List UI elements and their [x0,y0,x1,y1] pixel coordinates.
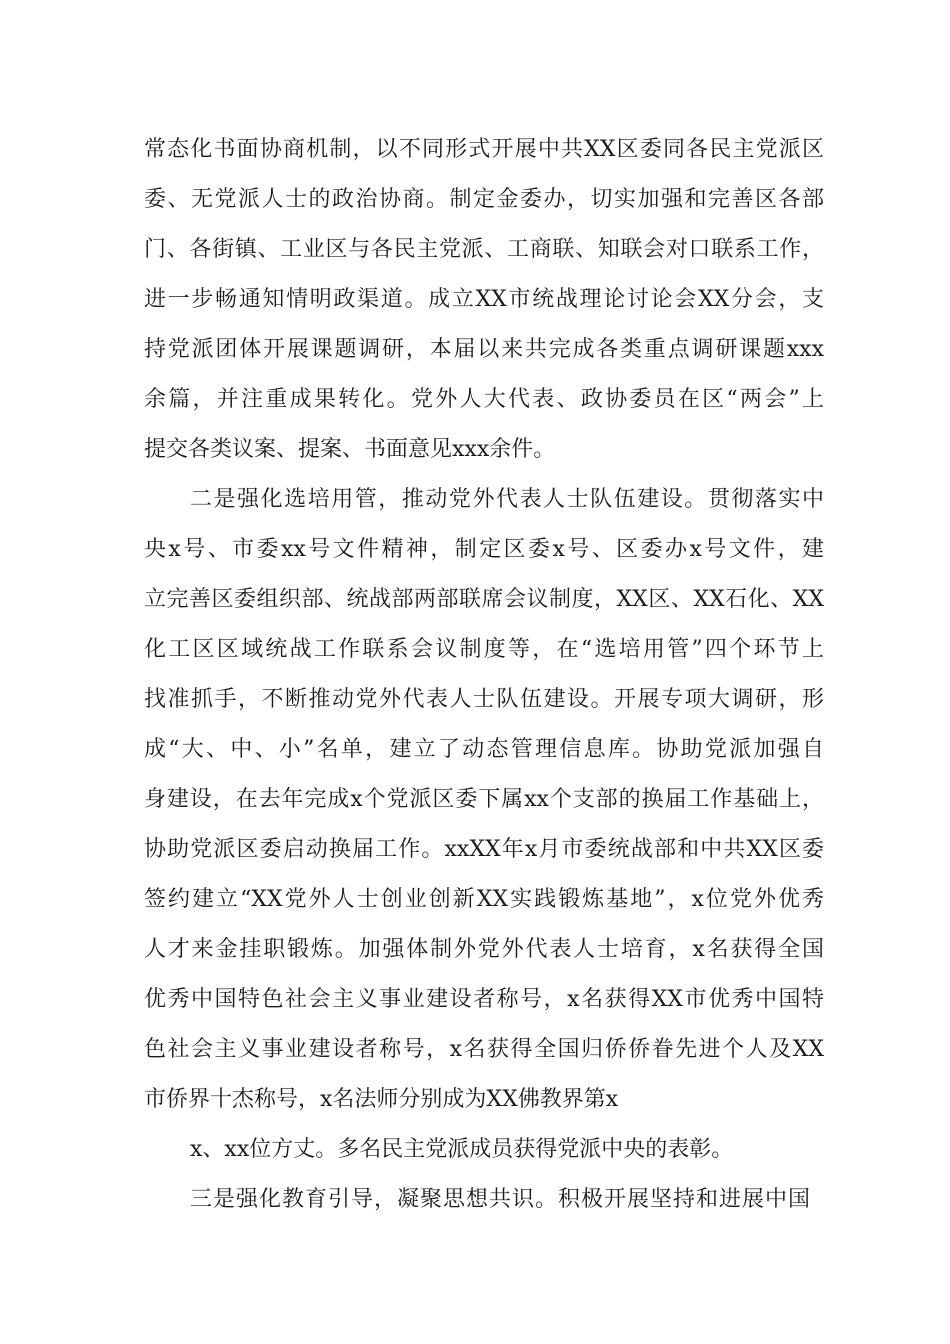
text-line: 委、无党派人士的政治协商。制定金委办，切实加强和完善区各部 [144,187,824,212]
text-line: 协助党派区委启动换届工作。xxXX年x月市委统战部和中共XX区委 [144,837,824,862]
text-line: 身建设，在去年完成x个党派区委下属xx个支部的换届工作基础上， [144,787,824,812]
text-line: 市侨界十杰称号，x名法师分别成为XX佛教界第x [144,1087,619,1112]
text-line: 签约建立“XX党外人士创业创新XX实践锻炼基地”，x位党外优秀 [144,887,824,912]
text-line: 人才来金挂职锻炼。加强体制外党外代表人士培育，x名获得全国 [144,937,824,962]
text-line: 色社会主义事业建设者称号，x名获得全国归侨侨眷先进个人及XX [144,1037,824,1062]
text-line: 持党派团体开展课题调研，本届以来共完成各类重点调研课题xxx [144,337,824,362]
text-line: 找准抓手，不断推动党外代表人士队伍建设。开展专项大调研，形 [144,687,824,712]
text-line: 门、各街镇、工业区与各民主党派、工商联、知联会对口联系工作， [144,237,824,262]
text-line: 化工区区域统战工作联系会议制度等，在“选培用管”四个环节上 [144,637,824,662]
text-line: 成“大、中、小”名单，建立了动态管理信息库。协助党派加强自 [144,737,824,762]
text-line: 余篇，并注重成果转化。党外人大代表、政协委员在区“两会”上 [144,387,824,412]
text-line: 央x号、市委xx号文件精神，制定区委x号、区委办x号文件，建 [144,537,824,562]
paragraph-start-line: 二是强化选培用管，推动党外代表人士队伍建设。贯彻落实中 [190,487,824,512]
paragraph-start-line: x、xx位方丈。多名民主党派成员获得党派中央的表彰。 [190,1137,734,1162]
text-line: 进一步畅通知情明政渠道。成立XX市统战理论讨论会XX分会，支 [144,287,824,312]
text-line: 常态化书面协商机制，以不同形式开展中共XX区委同各民主党派区 [144,137,824,162]
text-line: 优秀中国特色社会主义事业建设者称号，x名获得XX市优秀中国特 [144,987,824,1012]
paragraph-start-line: 三是强化教育引导，凝聚思想共识。积极开展坚持和进展中国 [190,1187,810,1212]
text-line: 提交各类议案、提案、书面意见xxx余件。 [144,437,556,462]
text-line: 立完善区委组织部、统战部两部联席会议制度，XX区、XX石化、XX [144,587,824,612]
